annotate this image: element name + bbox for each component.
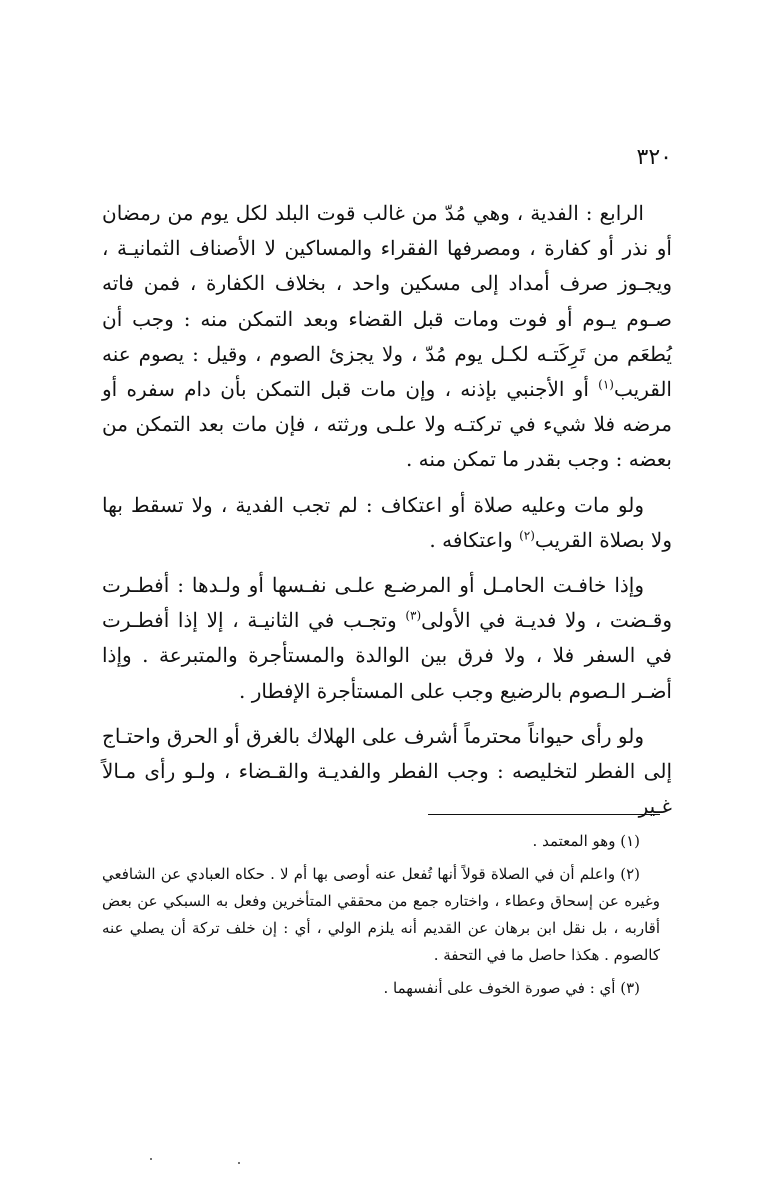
- footnote-marker-1: (١): [598, 377, 614, 392]
- paragraph-text: الرابع : الفدية ، وهي مُدّ من غالب قوت البلد لكل يوم من رمضان أو نذر أو كفارة ، ومصرفها الفقراء والمساكين لا الأصناف الثمانيـة ، ويجـوز صرف أمداد إلى مسكين واحد ، بخلاف الكفارة ، فمن فاته صـوم يـوم أو فوت ومات قبل القضاء وبعد التمكن منه : وجب أن يُطعَم من تَرِكَتـه لكـل يوم مُدّ ، ولا يجزئ الصوم ، وقيل : يصوم عنه القريب: [102, 201, 672, 402]
- scan-speck: [150, 1158, 152, 1160]
- paragraph-text: واعتكافه .: [429, 527, 520, 552]
- paragraph-rescue: ولو رأى حيواناً محترماً أشرف على الهلاك بالغرق أو الحرق واحتـاج إلى الفطر لتخليصه : وجب الفطر والفديـة والقـضاء ، ولـو رأى مـالاً غـير: [102, 723, 672, 819]
- paragraph-text: وإذا خافـت الحامـل أو المرضـع علـى نفـسها أو ولـدها : أفطـرت وقـضت ، ولا فديـة في الأولى: [102, 573, 672, 633]
- scan-speck: [238, 1162, 240, 1164]
- main-text: [102, 196, 672, 824]
- paragraph-pregnant-nursing: [102, 568, 672, 709]
- paragraph-fidya: [102, 196, 672, 478]
- footnote-3: (٣) أي : في صورة الخوف على أنفسهما .: [383, 979, 640, 997]
- paragraph-text: أو الأجنبي بإذنه ، وإن مات قبل التمكن بأن دام سفره أو مرضه فلا شيء في تركتـه ولا علـى ورثته ، فإن مات بعد التمكن من بعضه : وجب بقدر ما تمكن منه .: [102, 377, 672, 472]
- footnote-1: (١) وهو المعتمد .: [532, 832, 640, 850]
- paragraph-text: ولو مات وعليه صلاة أو اعتكاف : لم تجب الفدية ، ولا تسقط بها ولا بصلاة القريب: [102, 492, 672, 552]
- footnote-2: (٢) واعلم أن في الصلاة قولاً أنها تُفعل عنه أوصى بها أم لا . حكاه العبادي عن الشافعي وغيره عن إسحاق وعطاء ، واختاره جمع من محققي المتأخرين وفعل به السبكي عن بعض أقاربه ، بل نقل ابن برهان عن القديم أنه يلزم الولي ، أي : إن خلف تركة أن يصلي عنه كالصوم . هكذا حاصل ما في التحفة .: [102, 865, 660, 964]
- footnote-marker-2: (٢): [519, 528, 535, 543]
- page-number: ٣٢٠: [636, 145, 672, 170]
- footnote-marker-3: (٣): [405, 608, 422, 623]
- paragraph-text: وتجـب في الثانيـة ، إلا إذا أفطـرت في السفر فلا ، ولا فرق بين الوالدة والمستأجرة والمتبرعة . وإذا أضـر الـصوم بالرضيع وجب على المستأجرة الإفطار .: [102, 608, 672, 703]
- footnotes: [102, 828, 660, 1008]
- paragraph-prayer-itikaf: [102, 488, 672, 558]
- footnote-separator: [428, 814, 660, 815]
